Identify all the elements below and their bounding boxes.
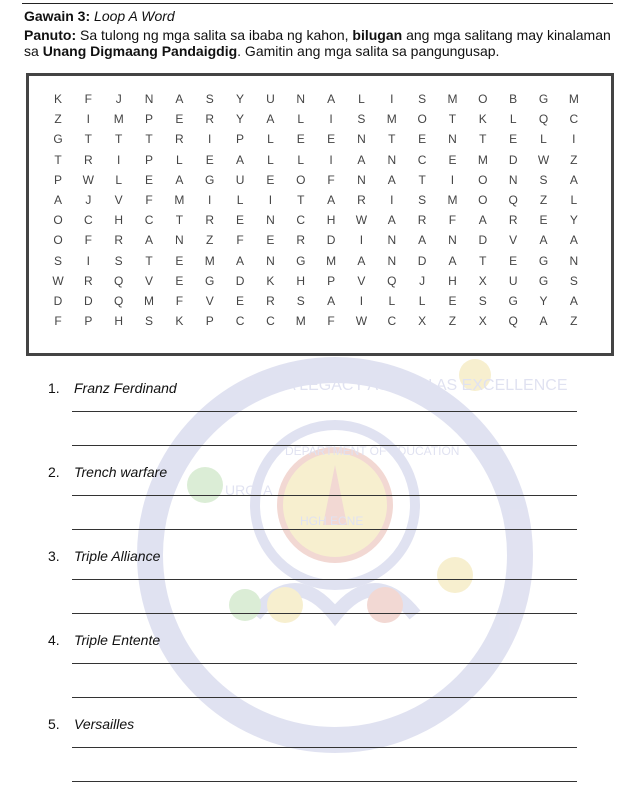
grid-letter[interactable]: I <box>117 152 121 167</box>
grid-letter[interactable]: V <box>357 273 366 288</box>
grid-letter[interactable]: X <box>478 273 487 288</box>
grid-letter[interactable]: T <box>388 132 396 147</box>
grid-letter[interactable]: E <box>236 293 245 308</box>
grid-letter[interactable]: M <box>144 293 155 308</box>
grid-letter[interactable]: L <box>509 112 517 127</box>
grid-letter[interactable]: C <box>266 314 275 329</box>
grid-letter[interactable]: V <box>509 233 518 248</box>
grid-letter[interactable]: N <box>448 132 457 147</box>
grid-letter[interactable]: L <box>540 132 547 147</box>
grid-letter[interactable]: T <box>448 112 457 127</box>
grid-letter[interactable]: F <box>236 233 244 248</box>
grid-letter[interactable]: P <box>145 152 154 167</box>
grid-letter[interactable]: L <box>418 293 426 308</box>
question-label <box>48 380 177 396</box>
grid-letter[interactable]: E <box>509 132 518 147</box>
grid-row <box>48 271 584 291</box>
grid-letter[interactable]: T <box>418 172 426 187</box>
answer-line[interactable] <box>72 529 577 530</box>
grid-letter[interactable]: R <box>84 273 93 288</box>
activity-title <box>24 8 175 24</box>
grid-letter[interactable]: F <box>84 233 93 248</box>
grid-letter[interactable]: S <box>357 112 366 127</box>
grid-letter[interactable]: N <box>387 253 397 268</box>
grid-letter[interactable]: G <box>508 293 518 308</box>
grid-letter[interactable]: S <box>205 92 214 107</box>
grid-letter[interactable]: A <box>418 233 427 248</box>
grid-letter[interactable]: E <box>175 112 184 127</box>
grid-letter[interactable]: A <box>327 193 336 208</box>
grid-letter[interactable]: A <box>327 293 336 308</box>
grid-letter[interactable]: I <box>208 193 212 208</box>
grid-letter[interactable]: E <box>175 253 184 268</box>
instructions-bold-1: bilugan <box>352 27 403 43</box>
grid-letter[interactable]: R <box>205 112 215 127</box>
grid-letter[interactable]: Q <box>114 273 124 288</box>
grid-letter[interactable]: L <box>570 193 578 208</box>
grid-letter[interactable]: Q <box>387 273 397 288</box>
grid-letter[interactable]: L <box>388 293 396 308</box>
grid-letter[interactable]: Z <box>539 193 548 208</box>
grid-letter[interactable]: C <box>417 152 427 167</box>
grid-letter[interactable]: T <box>479 253 487 268</box>
grid-letter[interactable]: D <box>508 152 518 167</box>
question-number: 4. <box>48 632 60 648</box>
grid-row <box>48 311 584 331</box>
grid-letter[interactable]: T <box>297 193 305 208</box>
grid-letter[interactable]: Z <box>54 112 62 127</box>
grid-letter[interactable]: I <box>359 233 364 248</box>
grid-letter[interactable]: A <box>569 172 578 187</box>
grid-letter[interactable]: V <box>205 293 214 308</box>
grid-letter[interactable]: A <box>53 193 62 208</box>
grid-letter[interactable]: M <box>326 253 337 268</box>
grid-letter[interactable]: P <box>53 172 62 187</box>
answer-line[interactable] <box>72 579 577 580</box>
grid-letter[interactable]: C <box>569 112 579 127</box>
grid-letter[interactable]: P <box>327 273 336 288</box>
question-item <box>48 716 588 800</box>
question-term: Triple Entente <box>74 632 161 648</box>
grid-letter[interactable]: R <box>175 132 184 147</box>
grid-letter[interactable]: W <box>52 273 64 288</box>
grid-letter[interactable]: H <box>114 213 124 228</box>
grid-letter[interactable]: L <box>267 152 274 167</box>
grid-row <box>48 210 584 230</box>
answer-line[interactable] <box>72 663 577 664</box>
grid-row <box>48 129 584 149</box>
grid-letter[interactable]: N <box>448 233 457 248</box>
word-search-grid <box>48 89 584 331</box>
grid-letter[interactable]: R <box>357 193 366 208</box>
grid-letter[interactable]: O <box>478 172 488 187</box>
grid-letter[interactable]: V <box>145 273 154 288</box>
grid-letter[interactable]: D <box>84 293 93 308</box>
grid-letter[interactable]: E <box>266 233 275 248</box>
grid-letter[interactable]: Z <box>206 233 214 248</box>
question-list <box>48 380 588 800</box>
grid-letter[interactable]: E <box>236 213 245 228</box>
grid-letter[interactable]: F <box>84 92 93 107</box>
grid-letter[interactable]: R <box>114 233 124 248</box>
grid-letter[interactable]: T <box>84 132 93 147</box>
grid-letter[interactable]: S <box>539 172 548 187</box>
grid-letter[interactable]: K <box>53 92 62 107</box>
grid-letter[interactable]: I <box>572 132 576 147</box>
grid-row <box>48 291 584 311</box>
grid-letter[interactable]: A <box>236 253 245 268</box>
grid-letter[interactable]: R <box>266 293 275 308</box>
grid-letter[interactable]: V <box>114 193 123 208</box>
grid-row <box>48 89 584 109</box>
grid-row <box>48 170 584 190</box>
grid-letter[interactable]: M <box>568 92 579 107</box>
grid-letter[interactable]: A <box>448 253 457 268</box>
grid-letter[interactable]: F <box>327 172 335 187</box>
grid-letter[interactable]: G <box>538 253 549 268</box>
grid-letter[interactable]: U <box>266 92 275 107</box>
question-label <box>48 548 160 564</box>
grid-letter[interactable]: E <box>448 293 457 308</box>
grid-letter[interactable]: T <box>479 132 487 147</box>
grid-letter[interactable]: F <box>54 314 62 329</box>
seal-text-left: URO: A <box>225 482 273 498</box>
grid-letter[interactable]: R <box>508 213 518 228</box>
grid-letter[interactable]: J <box>115 92 122 107</box>
grid-letter[interactable]: E <box>145 172 154 187</box>
grid-letter[interactable]: I <box>268 193 273 208</box>
instructions-text-3: . Gamitin ang mga salita sa pangungusap. <box>237 43 500 59</box>
grid-letter[interactable]: F <box>175 293 184 308</box>
grid-letter[interactable]: T <box>115 132 123 147</box>
grid-letter[interactable]: O <box>478 92 488 107</box>
grid-letter[interactable]: A <box>569 293 578 308</box>
instructions <box>24 27 614 59</box>
grid-letter[interactable]: N <box>175 233 184 248</box>
grid-letter[interactable]: M <box>113 112 124 127</box>
question-term: Triple Alliance <box>74 548 161 564</box>
grid-letter[interactable]: L <box>297 112 305 127</box>
seal-text-inner: DEPARTMENT OF EDUCATION <box>285 444 460 458</box>
grid-letter[interactable]: O <box>296 172 306 187</box>
grid-letter[interactable]: S <box>478 293 487 308</box>
grid-letter[interactable]: T <box>145 132 153 147</box>
grid-letter[interactable]: Q <box>508 314 518 329</box>
grid-letter[interactable]: H <box>326 213 336 228</box>
grid-letter[interactable]: D <box>417 253 427 268</box>
grid-letter[interactable]: E <box>296 132 305 147</box>
grid-letter[interactable]: X <box>478 314 487 329</box>
grid-letter[interactable]: U <box>235 172 245 187</box>
instructions-bold-2: Unang Digmaang Pandaigdig <box>42 43 238 59</box>
grid-letter[interactable]: D <box>478 233 488 248</box>
grid-letter[interactable]: S <box>418 92 427 107</box>
grid-letter[interactable]: A <box>175 172 184 187</box>
question-term: Versailles <box>74 716 135 732</box>
grid-letter[interactable]: E <box>418 132 427 147</box>
grid-letter[interactable]: L <box>358 92 365 107</box>
question-item <box>48 464 588 548</box>
answer-line[interactable] <box>72 445 577 446</box>
grid-letter[interactable]: N <box>357 172 366 187</box>
instructions-text-2: ang mga salitang may kinalaman sa <box>24 27 611 59</box>
activity-name: Loop A Word <box>94 8 175 24</box>
grid-letter[interactable]: I <box>450 172 455 187</box>
grid-letter[interactable]: O <box>478 193 488 208</box>
grid-letter[interactable]: Y <box>236 92 245 107</box>
grid-letter[interactable]: I <box>359 293 364 308</box>
seal-text-top: A LEGACY AS RICH AS EXCELLENCE <box>285 377 568 394</box>
grid-letter[interactable]: F <box>327 314 335 329</box>
grid-letter[interactable]: C <box>144 213 154 228</box>
grid-letter[interactable]: W <box>82 172 94 187</box>
grid-letter[interactable]: A <box>236 152 245 167</box>
grid-letter[interactable]: I <box>329 112 333 127</box>
question-number: 5. <box>48 716 60 732</box>
grid-letter[interactable]: P <box>236 132 245 147</box>
grid-row <box>48 230 584 250</box>
grid-letter[interactable]: L <box>236 193 244 208</box>
grid-letter[interactable]: M <box>295 314 306 329</box>
answer-line[interactable] <box>72 747 577 748</box>
grid-letter[interactable]: D <box>53 293 63 308</box>
grid-letter[interactable]: A <box>387 172 396 187</box>
grid-letter[interactable]: W <box>355 213 368 228</box>
grid-letter[interactable]: Y <box>236 112 245 127</box>
grid-letter[interactable]: I <box>86 253 91 268</box>
grid-letter[interactable]: E <box>327 132 336 147</box>
top-rule <box>22 3 613 4</box>
grid-letter[interactable]: G <box>205 172 215 187</box>
grid-row <box>48 109 584 129</box>
question-label <box>48 716 134 732</box>
grid-letter[interactable]: L <box>176 152 183 167</box>
grid-letter[interactable]: U <box>508 273 518 288</box>
grid-letter[interactable]: E <box>448 152 457 167</box>
grid-letter[interactable]: O <box>53 233 63 248</box>
grid-letter[interactable]: J <box>85 193 92 208</box>
grid-letter[interactable]: C <box>235 314 245 329</box>
grid-letter[interactable]: S <box>53 253 62 268</box>
grid-letter[interactable]: N <box>387 233 397 248</box>
grid-letter[interactable]: A <box>478 213 487 228</box>
grid-letter[interactable]: Q <box>538 112 549 127</box>
grid-letter[interactable]: R <box>417 213 427 228</box>
grid-letter[interactable]: A <box>569 233 578 248</box>
grid-letter[interactable]: K <box>175 314 184 329</box>
grid-letter[interactable]: A <box>266 112 275 127</box>
grid-letter[interactable]: P <box>205 314 214 329</box>
grid-letter[interactable]: M <box>477 152 488 167</box>
question-label <box>48 632 160 648</box>
grid-letter[interactable]: Q <box>114 293 124 308</box>
question-number: 2. <box>48 464 60 480</box>
instructions-text-1: Sa tulong ng mga salita sa ibaba ng kahon, <box>76 27 353 43</box>
grid-letter[interactable]: I <box>86 112 91 127</box>
grid-letter[interactable]: C <box>84 213 93 228</box>
grid-row <box>48 251 584 271</box>
grid-letter[interactable]: F <box>145 193 153 208</box>
grid-letter[interactable]: H <box>448 273 457 288</box>
grid-letter[interactable]: Z <box>570 152 578 167</box>
question-item <box>48 548 588 632</box>
grid-letter[interactable]: Z <box>448 314 457 329</box>
grid-letter[interactable]: L <box>115 172 123 187</box>
grid-letter[interactable]: I <box>390 92 394 107</box>
grid-letter[interactable]: A <box>357 152 366 167</box>
grid-letter[interactable]: W <box>537 152 550 167</box>
grid-letter[interactable]: H <box>114 314 124 329</box>
grid-letter[interactable]: R <box>205 213 215 228</box>
answer-line[interactable] <box>72 411 577 412</box>
grid-letter[interactable]: N <box>508 172 518 187</box>
grid-letter[interactable]: O <box>53 213 63 228</box>
grid-letter[interactable]: J <box>419 273 426 288</box>
answer-line[interactable] <box>72 495 577 496</box>
grid-letter[interactable]: G <box>53 132 63 147</box>
grid-letter[interactable]: A <box>539 314 548 329</box>
grid-letter[interactable]: I <box>208 132 212 147</box>
grid-letter[interactable]: K <box>266 273 275 288</box>
grid-letter[interactable]: P <box>145 112 154 127</box>
grid-letter[interactable]: G <box>538 92 549 107</box>
answer-line[interactable] <box>72 697 577 698</box>
grid-letter[interactable]: E <box>266 172 275 187</box>
seal-text-bottom: HGH ECNE <box>300 514 364 528</box>
grid-letter[interactable]: G <box>296 253 306 268</box>
grid-letter[interactable]: G <box>205 273 215 288</box>
question-item <box>48 380 588 464</box>
question-item <box>48 632 588 716</box>
grid-letter[interactable]: M <box>386 112 397 127</box>
grid-letter[interactable]: R <box>84 152 93 167</box>
grid-letter[interactable]: E <box>205 152 214 167</box>
question-term: Franz Ferdinand <box>74 380 177 396</box>
grid-letter[interactable]: K <box>478 112 487 127</box>
grid-letter[interactable]: R <box>296 233 306 248</box>
grid-letter[interactable]: M <box>447 92 458 107</box>
grid-letter[interactable]: A <box>387 213 396 228</box>
question-label <box>48 464 167 480</box>
grid-letter[interactable]: Y <box>539 293 548 308</box>
grid-letter[interactable]: N <box>266 253 275 268</box>
grid-letter[interactable]: A <box>145 233 154 248</box>
question-number: 1. <box>48 380 60 396</box>
grid-letter[interactable]: C <box>296 213 306 228</box>
grid-letter[interactable]: T <box>54 152 62 167</box>
grid-letter[interactable]: X <box>418 314 427 329</box>
grid-letter[interactable]: E <box>509 253 518 268</box>
grid-letter[interactable]: S <box>296 293 305 308</box>
grid-letter[interactable]: M <box>174 193 185 208</box>
grid-letter[interactable]: Y <box>569 213 578 228</box>
answer-line[interactable] <box>72 781 577 782</box>
grid-letter[interactable]: P <box>84 314 93 329</box>
grid-letter[interactable]: S <box>145 314 154 329</box>
grid-letter[interactable]: N <box>569 253 579 268</box>
grid-letter[interactable]: L <box>297 152 305 167</box>
grid-letter[interactable]: N <box>266 213 275 228</box>
grid-letter[interactable]: S <box>114 253 123 268</box>
grid-letter[interactable]: S <box>569 273 578 288</box>
grid-letter[interactable]: B <box>509 92 518 107</box>
grid-letter[interactable]: N <box>296 92 306 107</box>
grid-letter[interactable]: A <box>175 92 184 107</box>
grid-letter[interactable]: D <box>235 273 245 288</box>
grid-letter[interactable]: I <box>329 152 333 167</box>
grid-letter[interactable]: T <box>175 213 184 228</box>
grid-letter[interactable]: S <box>418 193 427 208</box>
question-term: Trench warfare <box>74 464 168 480</box>
grid-letter[interactable]: T <box>145 253 153 268</box>
grid-letter[interactable]: N <box>144 92 154 107</box>
grid-letter[interactable]: A <box>327 92 336 107</box>
grid-letter[interactable]: G <box>538 273 549 288</box>
grid-row <box>48 150 584 170</box>
grid-letter[interactable]: F <box>448 213 457 228</box>
grid-letter[interactable]: Z <box>570 314 578 329</box>
activity-label: Gawain 3: <box>24 8 91 24</box>
grid-letter[interactable]: M <box>204 253 215 268</box>
grid-letter[interactable]: H <box>296 273 306 288</box>
grid-row <box>48 190 584 210</box>
question-number: 3. <box>48 548 60 564</box>
grid-letter[interactable]: D <box>326 233 336 248</box>
grid-letter[interactable]: O <box>417 112 427 127</box>
answer-line[interactable] <box>72 613 577 614</box>
grid-letter[interactable]: N <box>357 132 366 147</box>
grid-letter[interactable]: N <box>387 152 397 167</box>
grid-letter[interactable]: W <box>355 314 368 329</box>
instructions-label: Panuto: <box>24 27 77 43</box>
grid-letter[interactable]: L <box>267 132 274 147</box>
grid-letter[interactable]: E <box>175 273 184 288</box>
grid-letter[interactable]: M <box>447 193 458 208</box>
grid-letter[interactable]: I <box>390 193 394 208</box>
grid-letter[interactable]: Q <box>508 193 518 208</box>
grid-letter[interactable]: A <box>539 233 548 248</box>
grid-letter[interactable]: E <box>539 213 548 228</box>
grid-letter[interactable]: C <box>387 314 397 329</box>
grid-letter[interactable]: A <box>357 253 366 268</box>
